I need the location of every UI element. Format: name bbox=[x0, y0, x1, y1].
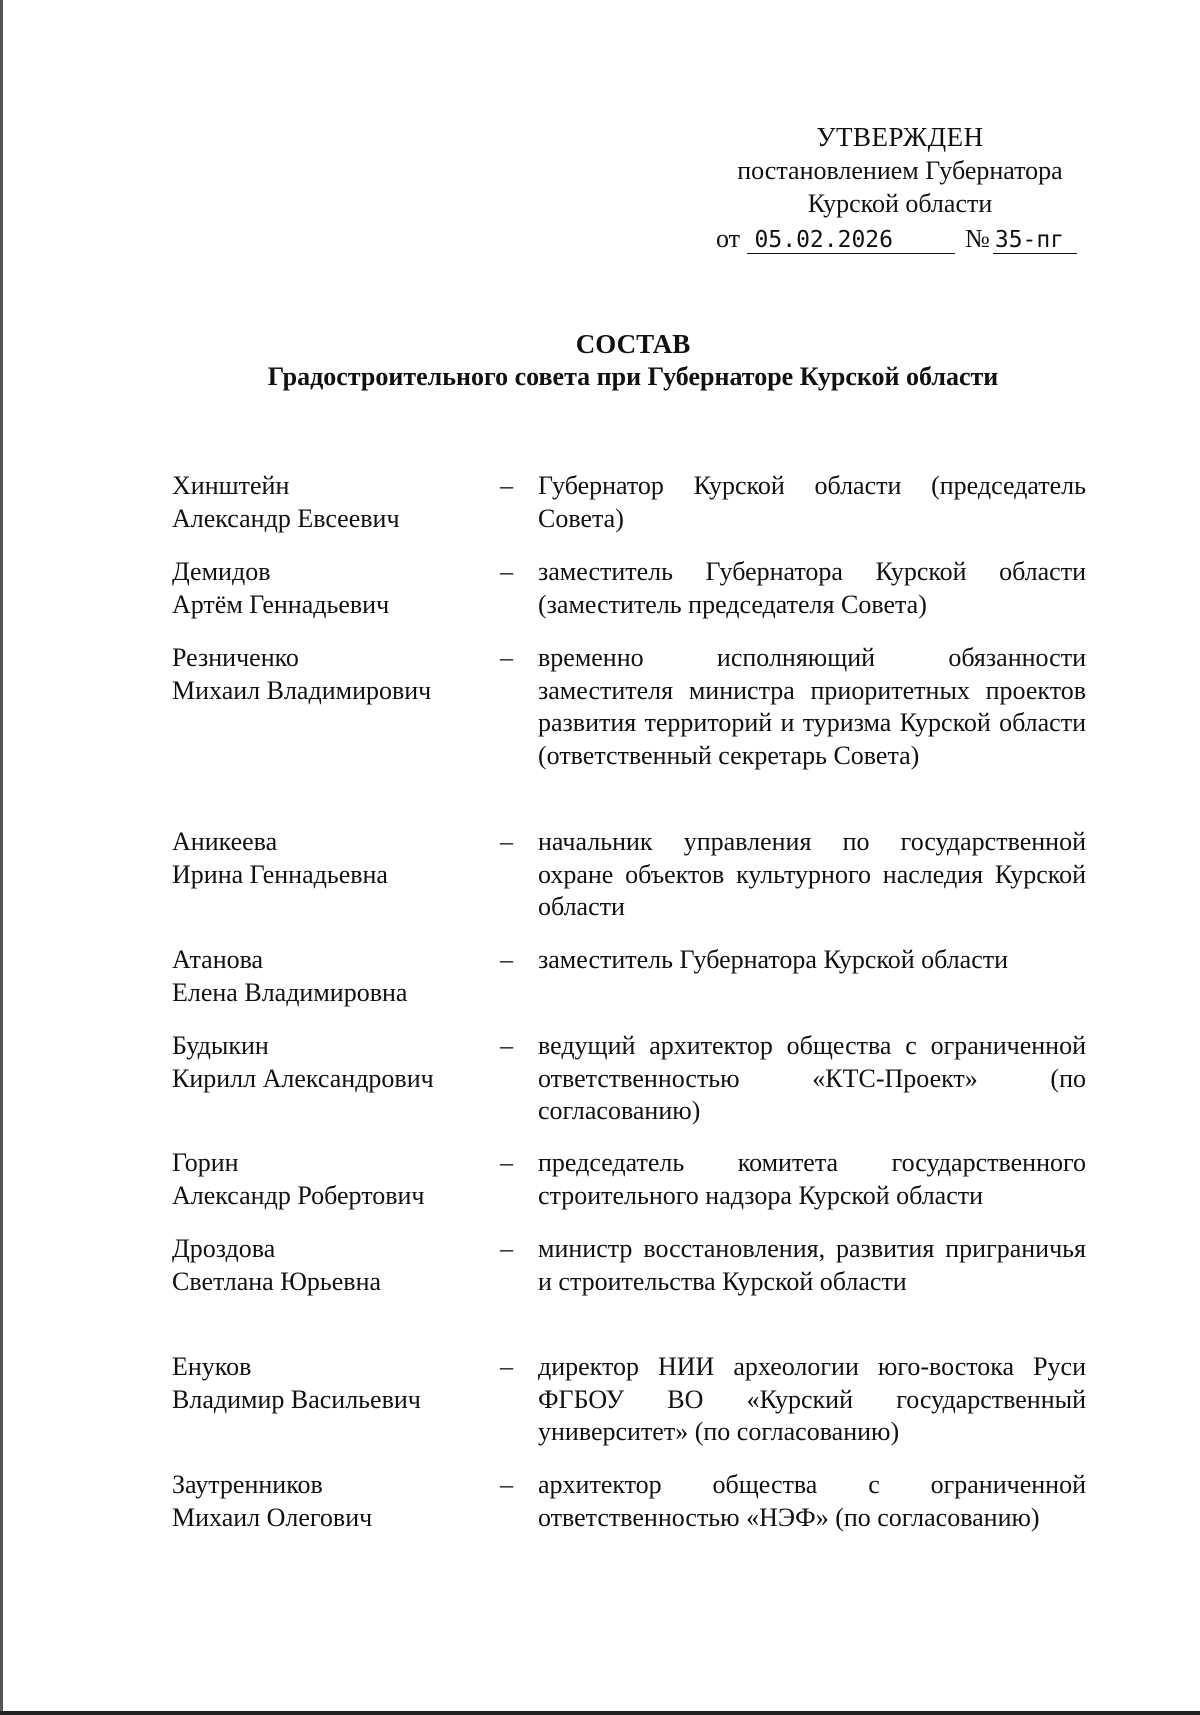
date-number-line bbox=[716, 222, 1077, 255]
member-name bbox=[172, 944, 492, 1009]
member-dash: – bbox=[500, 1352, 513, 1381]
member-role: заместитель Губернатора Курской области (заместитель председателя Совета) bbox=[538, 557, 1086, 619]
document-date: 05.02.2026 bbox=[747, 227, 955, 254]
member-surname: Енуков bbox=[172, 1352, 252, 1381]
member-dash: – bbox=[500, 1234, 513, 1263]
member-surname: Атанова bbox=[172, 945, 264, 974]
member-role: заместитель Губернатора Курской области bbox=[538, 945, 1009, 974]
member-given-names: Елена Владимировна bbox=[172, 977, 408, 1007]
member-given-names: Михаил Владимирович bbox=[172, 675, 432, 705]
member-name bbox=[172, 826, 492, 891]
member-surname: Горин bbox=[172, 1148, 239, 1177]
member-name bbox=[172, 1469, 492, 1534]
member-role: министр восстановления, развития приграничья и строительства Курской области bbox=[538, 1234, 1086, 1296]
member-dash: – bbox=[500, 471, 513, 500]
member-name bbox=[172, 470, 492, 535]
member-dash: – bbox=[500, 945, 513, 974]
document-number: 35-пг bbox=[993, 227, 1077, 254]
member-name bbox=[172, 1147, 492, 1212]
member-surname: Резниченко bbox=[172, 643, 299, 672]
member-given-names: Александр Евсеевич bbox=[172, 503, 400, 533]
approval-block bbox=[700, 121, 1100, 220]
document-title: СОСТАВ bbox=[575, 329, 691, 359]
member-given-names: Кирилл Александрович bbox=[172, 1063, 434, 1093]
member-role: директор НИИ археологии юго-востока Руси ФГБОУ ВО «Курский государственный университет» (по согласованию) bbox=[538, 1352, 1086, 1446]
member-dash: – bbox=[500, 557, 513, 586]
date-from-label: от bbox=[716, 224, 741, 253]
member-role: временно исполняющий обязанности заместителя министра приоритетных проектов развития территорий и туризма Курской области (ответственный секретарь Совета) bbox=[538, 643, 1086, 770]
member-name bbox=[172, 1233, 492, 1298]
member-surname: Будыкин bbox=[172, 1031, 269, 1060]
member-dash: – bbox=[500, 827, 513, 856]
member-name bbox=[172, 1030, 492, 1095]
approval-line-region: Курской области bbox=[807, 189, 993, 218]
member-name bbox=[172, 642, 492, 707]
member-name bbox=[172, 556, 492, 621]
document-subtitle: Градостроительного совета при Губернаторе Курской области bbox=[267, 362, 999, 391]
member-role: Губернатор Курской области (председатель Совета) bbox=[538, 471, 1086, 533]
member-given-names: Ирина Геннадьевна bbox=[172, 859, 388, 889]
member-role: начальник управления по государственной охране объектов культурного наследия Курской области bbox=[538, 827, 1086, 921]
page-edge-left bbox=[0, 0, 3, 1715]
member-dash: – bbox=[500, 1470, 513, 1499]
member-given-names: Светлана Юрьевна bbox=[172, 1266, 382, 1296]
member-surname: Хинштейн bbox=[172, 471, 290, 500]
member-dash: – bbox=[500, 1148, 513, 1177]
member-surname: Заутренников bbox=[172, 1470, 323, 1499]
member-dash: – bbox=[500, 1031, 513, 1060]
member-surname: Аникеева bbox=[172, 827, 278, 856]
member-role: ведущий архитектор общества с ограниченной ответственностью «КТС-Проект» (по согласованию) bbox=[538, 1031, 1086, 1125]
approval-line-resolution: постановлением Губернатора bbox=[737, 156, 1063, 185]
approved-label: УТВЕРЖДЕН bbox=[816, 122, 984, 152]
member-given-names: Артём Геннадьевич bbox=[172, 589, 390, 619]
page-edge-bottom bbox=[0, 1711, 1200, 1715]
member-given-names: Владимир Васильевич bbox=[172, 1384, 421, 1414]
member-surname: Дроздова bbox=[172, 1234, 276, 1263]
member-name bbox=[172, 1351, 492, 1416]
member-surname: Демидов bbox=[172, 557, 271, 586]
number-sign: № bbox=[965, 224, 990, 253]
member-role: архитектор общества с ограниченной ответственностью «НЭФ» (по согласованию) bbox=[538, 1470, 1086, 1532]
member-given-names: Александр Робертович bbox=[172, 1180, 425, 1210]
member-role: председатель комитета государственного строительного надзора Курской области bbox=[538, 1148, 1086, 1210]
member-dash: – bbox=[500, 643, 513, 672]
member-given-names: Михаил Олегович bbox=[172, 1502, 373, 1532]
